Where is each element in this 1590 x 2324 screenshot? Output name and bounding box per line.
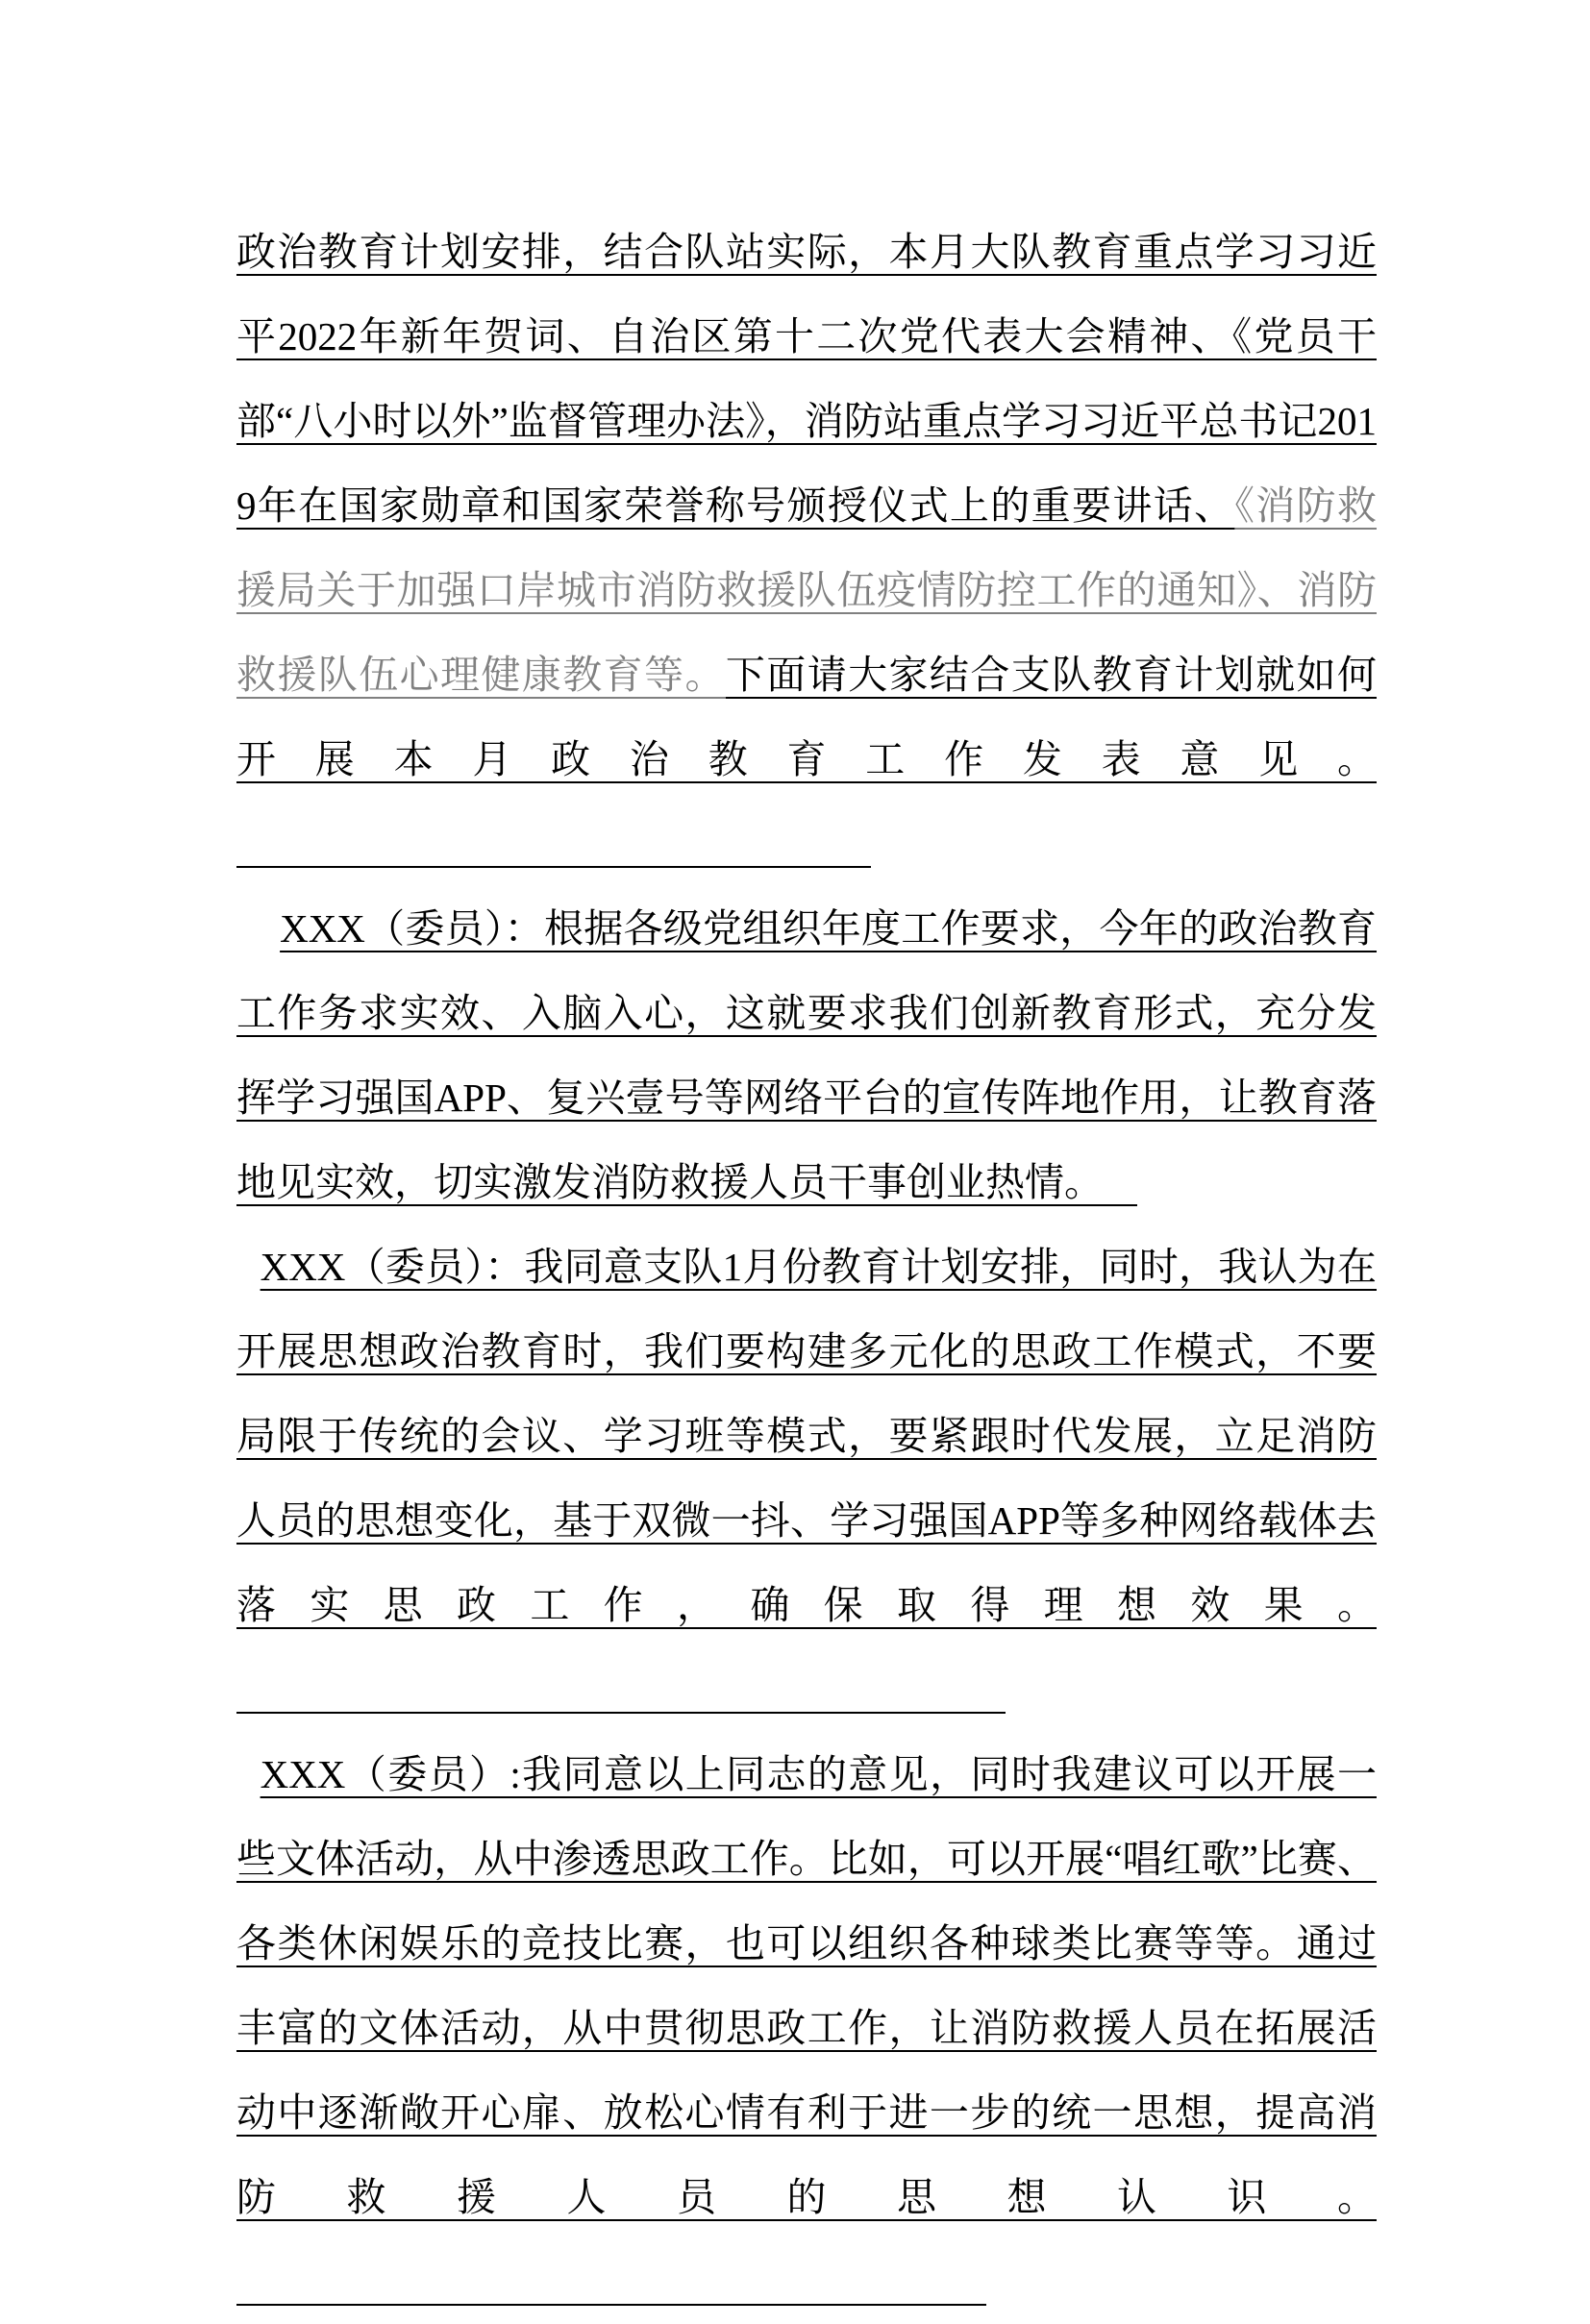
- paragraph: [236, 1732, 1377, 2324]
- text-segment: 《消防救援局关于加强口岸城市消防救援队伍疫情防控工作的通知》、消防救援队伍心理健康教育等。: [236, 483, 1378, 697]
- text-segment: XXX（委员）：我同意支队1月份教育计划安排，同时，我认为在开展思想政治教育时，我们要构建多元化的思政工作模式，不要局限于传统的会议、学习班等模式，要紧跟时代发展，立足消防人员的思想变化，基于双微一抖、学习强国APP等多种网络载体去落实思政工作，确保取得理想效果。: [236, 1245, 1377, 1627]
- paragraph: [236, 886, 1377, 1224]
- paragraph: [236, 210, 1377, 886]
- text-segment: XXX（委员）:我同意以上同志的意见，同时我建议可以开展一些文体活动，从中渗透思政工作。比如，可以开展“唱红歌”比赛、各类休闲娱乐的竞技比赛，也可以组织各种球类比赛等等。通过丰富的文体活动，从中贯彻思政工作，让消防救援人员在拓展活动中逐渐敞开心扉、放松心情有利于进一步的统一思想，提高消防救援人员的思想认识。: [236, 1752, 1377, 2219]
- text-segment: 下面请大家结合支队教育计划就如何开展本月政治教育工作发表意见。: [236, 653, 1378, 781]
- paragraph: [236, 1224, 1377, 1732]
- trailing-underline: [236, 2264, 986, 2306]
- text-segment: 政治教育计划安排，结合队站实际，本月大队教育重点学习习近平2022年新年贺词、自治区第十二次党代表大会精神、《党员干部“八小时以外”监督管理办法》，消防站重点学习习近平总书记2019年在国家勋章和国家荣誉称号颁授仪式上的重要讲话、: [236, 230, 1377, 528]
- trailing-underline: [236, 1672, 1006, 1714]
- document-body: [236, 210, 1377, 2324]
- trailing-underline: [1104, 1165, 1137, 1206]
- trailing-underline: [236, 827, 871, 868]
- text-segment: XXX（委员）：根据各级党组织年度工作要求，今年的政治教育工作务求实效、入脑入心，这就要求我们创新教育形式，充分发挥学习强国APP、复兴壹号等网络平台的宣传阵地作用，让教育落地见实效，切实激发消防救援人员干事创业热情。: [236, 906, 1377, 1204]
